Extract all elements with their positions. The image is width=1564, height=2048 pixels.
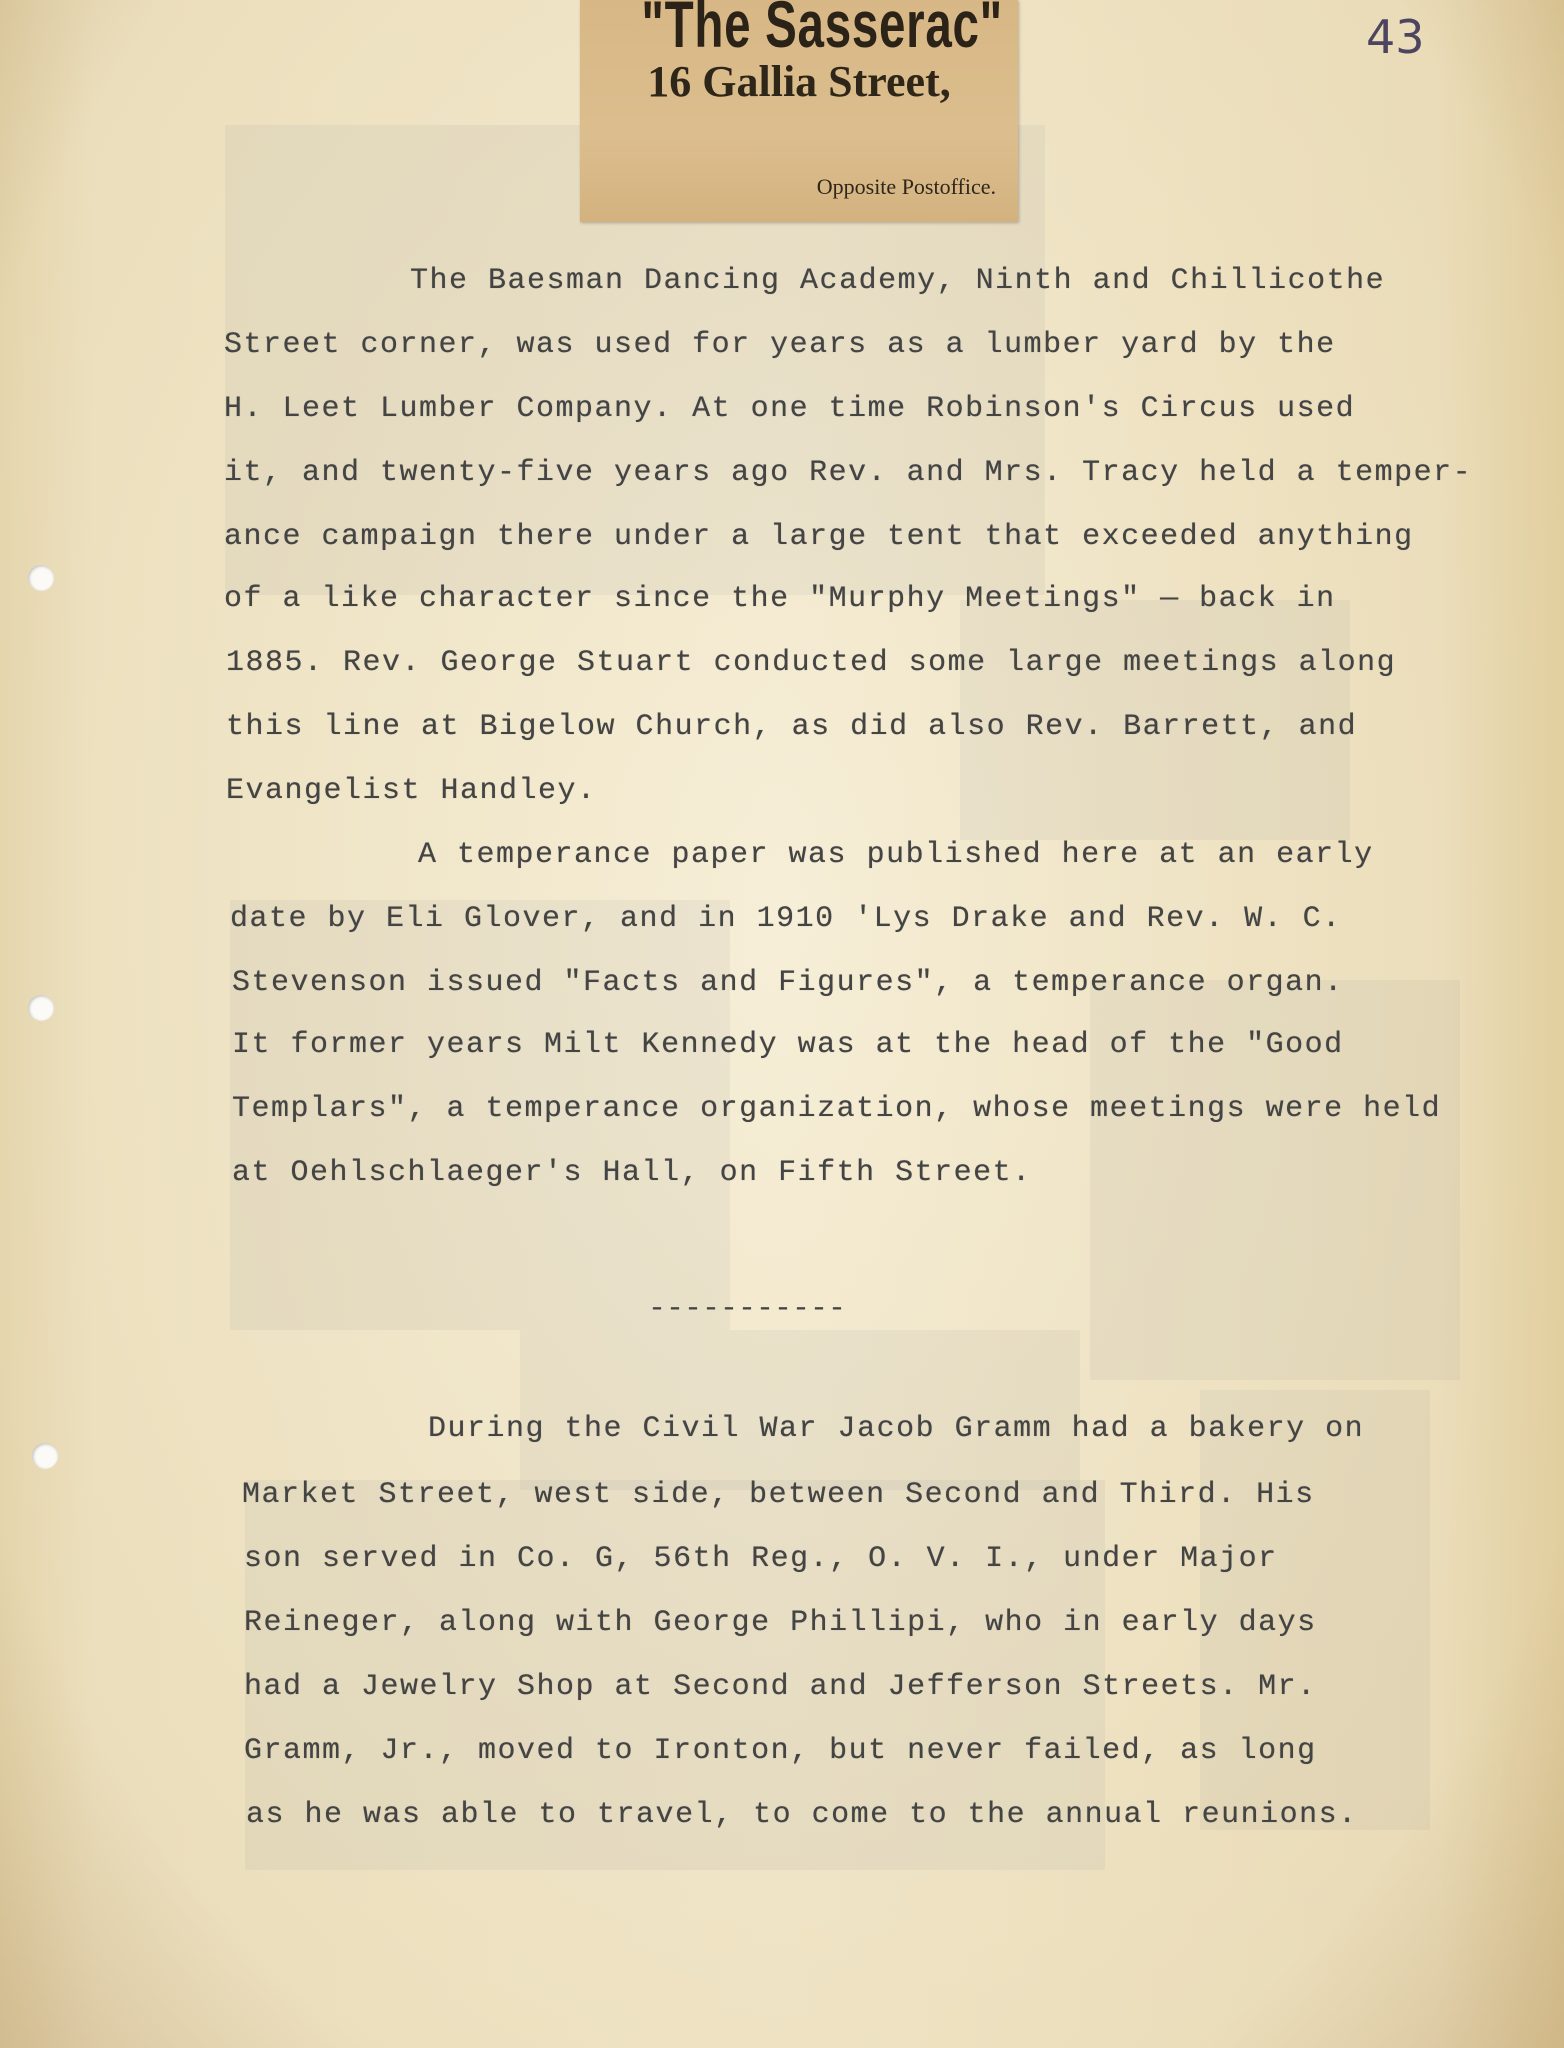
text-line: it, and twenty-five years ago Rev. and Mrs. Tracy held a temper- [224, 456, 1473, 490]
newspaper-clipping [580, 0, 1018, 222]
text-line: Street corner, was used for years as a lumber yard by the [224, 328, 1336, 362]
text-line: had a Jewelry Shop at Second and Jefferson Streets. Mr. [244, 1670, 1317, 1704]
text-line: at Oehlschlaeger's Hall, on Fifth Street. [232, 1156, 1032, 1190]
clipping-note: Opposite Postoffice. [816, 174, 996, 199]
text-line: son served in Co. G, 56th Reg., O. V. I., under Major [244, 1542, 1278, 1576]
clipping-address: 16 Gallia Street, [647, 57, 951, 106]
text-line: Gramm, Jr., moved to Ironton, but never failed, as long [244, 1734, 1317, 1768]
text-line: Reineger, along with George Phillipi, who in early days [244, 1606, 1317, 1640]
text-line: as he was able to travel, to come to the annual reunions. [246, 1798, 1358, 1832]
text-line: Stevenson issued "Facts and Figures", a temperance organ. [232, 966, 1344, 1000]
text-line: A temperance paper was published here at an early [418, 838, 1374, 872]
text-line: date by Eli Glover, and in 1910 'Lys Drake and Rev. W. C. [230, 902, 1342, 936]
text-line: this line at Bigelow Church, as did also Rev. Barrett, and [226, 710, 1358, 744]
text-line: During the Civil War Jacob Gramm had a bakery on [428, 1412, 1365, 1446]
text-line: of a like character since the "Murphy Meetings" — back in [224, 582, 1336, 616]
text-line: ance campaign there under a large tent that exceeded anything [224, 520, 1414, 554]
text-line: Market Street, west side, between Second and Third. His [242, 1478, 1315, 1512]
page-number: 43 [1366, 10, 1425, 64]
text-line: 1885. Rev. George Stuart conducted some large meetings along [226, 646, 1397, 680]
bleed-through-block [520, 1330, 1080, 1490]
text-line: H. Leet Lumber Company. At one time Robinson's Circus used [224, 392, 1356, 426]
binder-hole [32, 1443, 58, 1469]
clipping-title: "The Sasserac" [641, 0, 1003, 61]
text-line: Evangelist Handley. [226, 774, 597, 808]
section-separator: ----------- [648, 1292, 847, 1326]
text-line: It former years Milt Kennedy was at the head of the "Good [232, 1028, 1344, 1062]
text-line: The Baesman Dancing Academy, Ninth and Chillicothe [410, 264, 1386, 298]
text-line: Templars", a temperance organization, whose meetings were held [232, 1092, 1442, 1126]
